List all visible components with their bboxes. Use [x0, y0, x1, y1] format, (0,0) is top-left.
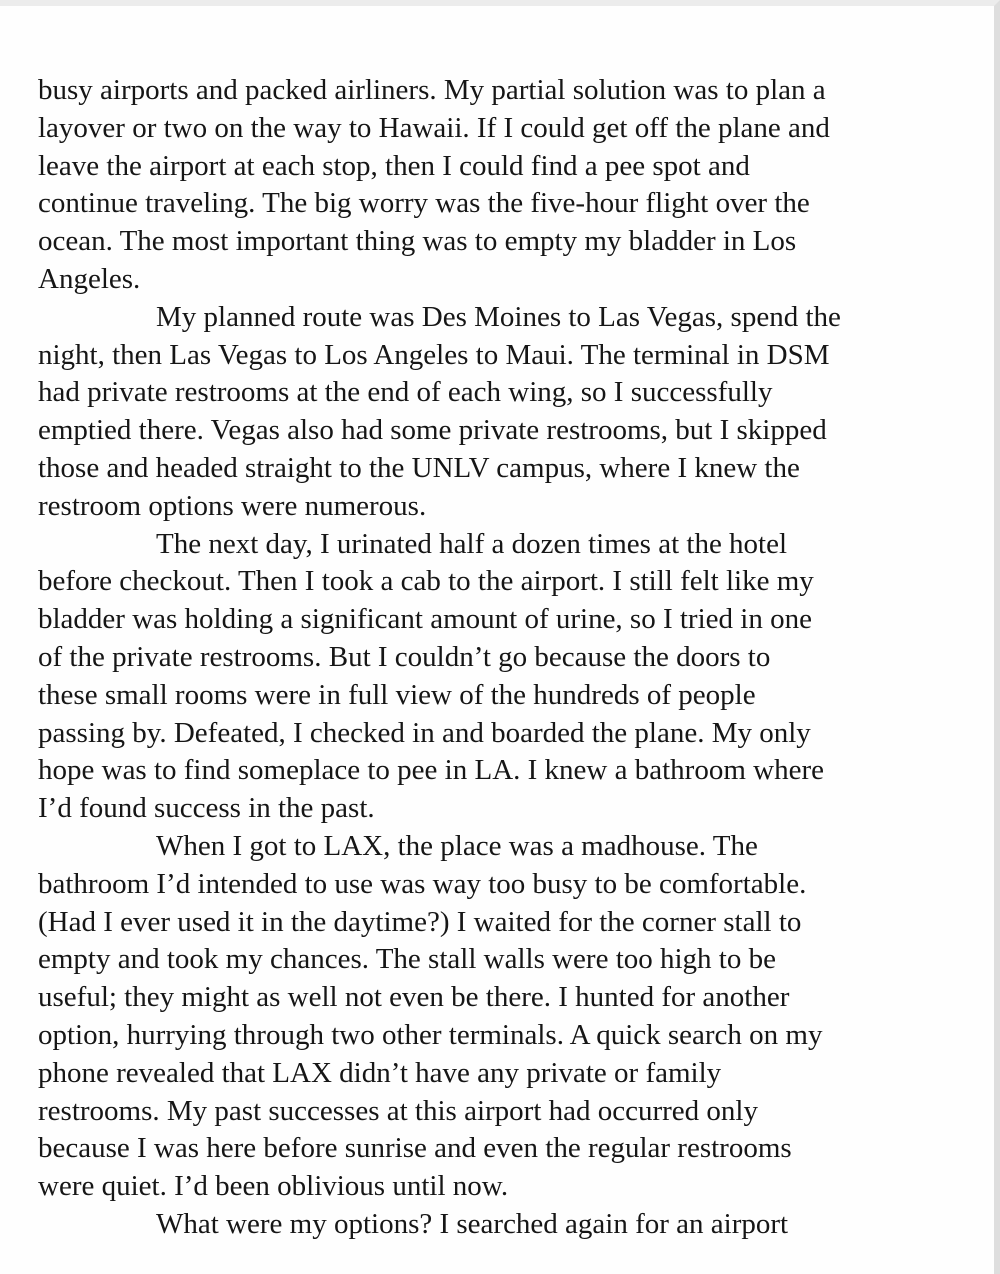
text-line: My planned route was Des Moines to Las Vegas, spend the	[156, 300, 841, 333]
text-line: bladder was holding a significant amount of urine, so I tried in one	[38, 603, 812, 636]
text-line: phone revealed that LAX didn’t have any private or family	[38, 1056, 722, 1089]
text-line: had private restrooms at the end of each wing, so I successfully	[38, 376, 773, 409]
text-line: these small rooms were in full view of the hundreds of people	[38, 678, 756, 711]
paragraph	[38, 828, 944, 1206]
text-line: busy airports and packed airliners. My partial solution was to plan a	[38, 74, 826, 106]
text-line: option, hurrying through two other terminals. A quick search on my	[38, 1018, 823, 1051]
text-line: layover or two on the way to Hawaii. If I could get off the plane and	[38, 111, 830, 144]
text-line: continue traveling. The big worry was the five-hour flight over the	[38, 187, 810, 220]
text-line: night, then Las Vegas to Los Angeles to Maui. The terminal in DSM	[38, 338, 830, 371]
text-line: of the private restrooms. But I couldn’t go because the doors to	[38, 640, 771, 673]
text-line: ocean. The most important thing was to empty my bladder in Los	[38, 225, 797, 258]
text-line: hope was to find someplace to pee in LA. I knew a bathroom where	[38, 754, 824, 787]
text-line: before checkout. Then I took a cab to the airport. I still felt like my	[38, 565, 814, 598]
text-line: When I got to LAX, the place was a madhouse. The	[156, 829, 758, 862]
text-line: What were my options? I searched again for an airport	[156, 1207, 789, 1240]
text-line: were quiet. I’d been oblivious until now.	[38, 1170, 509, 1203]
text-line: bathroom I’d intended to use was way too busy to be comfortable.	[38, 867, 807, 900]
text-line: empty and took my chances. The stall walls were too high to be	[38, 943, 776, 976]
text-line: The next day, I urinated half a dozen times at the hotel	[156, 527, 788, 560]
paragraph	[38, 72, 944, 299]
text-line: leave the airport at each stop, then I could find a pee spot and	[38, 149, 750, 182]
text-line: (Had I ever used it in the daytime?) I waited for the corner stall to	[38, 905, 802, 938]
text-line: restrooms. My past successes at this airport had occurred only	[38, 1094, 758, 1127]
text-line: those and headed straight to the UNLV campus, where I knew the	[38, 451, 800, 484]
text-line: I’d found success in the past.	[38, 792, 375, 825]
body-text	[38, 72, 944, 1244]
text-line: Angeles.	[38, 262, 141, 295]
paragraph	[38, 299, 944, 526]
text-line: useful; they might as well not even be there. I hunted for another	[38, 981, 790, 1014]
text-line: emptied there. Vegas also had some private restrooms, but I skipped	[38, 414, 827, 447]
text-line: passing by. Defeated, I checked in and boarded the plane. My only	[38, 716, 811, 749]
text-line: restroom options were numerous.	[38, 489, 427, 522]
paragraph	[38, 526, 944, 828]
paragraph	[38, 1206, 944, 1244]
text-line: because I was here before sunrise and even the regular restrooms	[38, 1132, 792, 1165]
